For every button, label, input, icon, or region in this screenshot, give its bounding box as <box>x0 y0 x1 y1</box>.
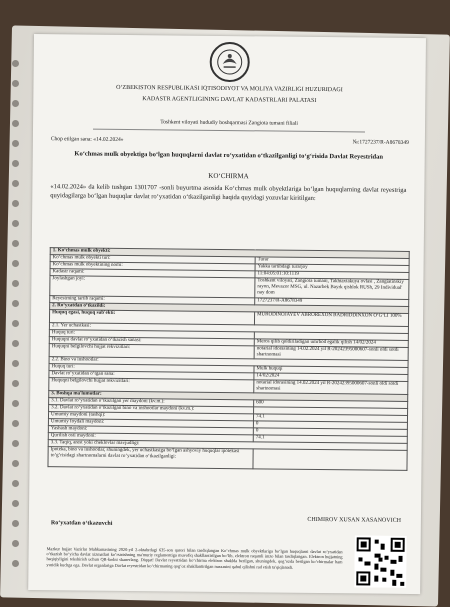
header-branch: Toshkent viloyati hududiy boshqarmasi Zangiota tumani filiali <box>160 119 298 127</box>
document-page <box>28 34 426 594</box>
qr-code-icon <box>354 535 407 588</box>
section-3-heading: 3. Boshqa ma'lumotlar: <box>49 391 408 402</box>
section-2-1-heading: 2.1. Yer uchastkasi: <box>49 323 408 334</box>
document-subtitle: KO‘CHIRMA <box>208 171 249 181</box>
table-row: Ipoteka, bino va inshootlar, shuningdek, yer uchastkasiga bo‘lgan ashyoviy huquqlar ipotekasi to‘g‘risidagi shartnomalarni davlat ro‘yxatidan o‘tkazilganligi: <box>48 447 407 471</box>
header-chamber: KADASTR AGENTLIGINING DAVLAT KADASTRLARI PALATASI <box>142 96 317 104</box>
table-row: Huquqni belgilovchi hujjat rekvizitlari: notarial idorasining 14.02.2024 yil R-20242395000607-sonli oldi sotdi shartnomasi <box>49 378 408 395</box>
section-1-heading: 1. Ko‘chmas mulk obyekti: <box>50 248 409 259</box>
footer-notice: Mazkur hujjat Vazirlar Mahkamasining 2020-yil 2-oktabrdagi 635-son qarori bilan tasdiqlangan Ko‘chmas mulk obyektlariga bo‘lgan huquqlarni davlat ro‘yxatidan o‘tkazish bo‘yicha davlat xizmatlari ko‘rsatishning ma'muriy reglamentiga muvofiq shakllantirilgan bo‘lib, elektron raqamli imzo bilan tasdiqlangan. Elektron hujjatning haqiqiyligini tekshirish uchun QR-kodni skanerlang. Diqqat! Davlat reyestridan ko‘chirma elektron shaklda berilgan, shuningdek, qog‘ozda berilgan ko‘chirmalar ham yuridik kuchga ega. Davlat organlariga Davlat reyestridan ko‘chirmaning qog‘oz shakllantirilgan nusxasini qabul qilishni rad etish ta'qiqlanadi. <box>46 546 343 570</box>
registry-table <box>47 247 409 471</box>
table-row: Yashash maydoni: 0 <box>48 426 407 437</box>
table-row: 3.1. Davlat ro‘yxatidan o‘tkazilgan yer maydoni (kv.m.): 600 <box>49 398 408 409</box>
section-3-3-heading: 3.3. Taqiq, arest yoki cheklovlar mavjudligi: <box>48 440 407 451</box>
table-row: Huquqni belgilovchi hujjat rekvizitlari: notarial idorasining 14.02.2024 yil R-20242395000607-sonli oldi sotdi shartnomasi <box>49 344 408 361</box>
table-row: Huquq turi: Mulk huquqi <box>49 364 408 375</box>
state-emblem-icon <box>210 42 250 82</box>
table-row: 3.2. Davlat ro‘yxatidan o‘tkazilgan bino va inshootlar maydoni (kv.m.): <box>49 405 408 416</box>
registrar-label: Ro‘yxatdan o‘tkazuvchi <box>50 520 113 527</box>
table-row: Huquq turi: <box>49 330 408 341</box>
table-row: Davlat ro‘yxatidan o‘tgan sana: 14/02/2024 <box>49 371 408 382</box>
table-row: Ko‘chmas mulk obyekti turi: Turar <box>50 255 409 266</box>
section-2-heading: 2. Ro‘yxatdan o‘tkazildi: <box>50 303 409 314</box>
sleeve-holes <box>12 60 22 580</box>
header-ministry: O‘ZBEKISTON RESPUBLIKASI IQTISODIYOT VA MOLIYA VAZIRLIGI HUZURIDAGI <box>116 84 343 94</box>
intro-paragraph: «14.02.2024» da kelib tushgan 1301707 -sonli buyurtma asosida Ko‘chmas mulk obyektlariga bo‘lgan huquqlarning davlat reyestriga quyidagilarga bo‘lgan huquqlar davlat ro‘yxatidan o‘tkazilganligi haqida quyidagi yozuvlar kiritilgan: <box>50 183 407 202</box>
table-row: Umumiy foydali maydoni: 0 <box>48 419 407 430</box>
table-row: Reyestrning tartib raqami: 1727237/R-A8678349 <box>50 296 409 307</box>
signatory-name: CHIMIROV XUSAN XASANOVICH <box>307 516 401 524</box>
print-date: Chop etilgan sana: «14.02.2024» <box>50 136 124 143</box>
document-number: №:1727237/R-A8678349 <box>352 139 409 146</box>
table-row: Qurilish osti maydoni: 74.1 <box>48 433 407 444</box>
table-row: Ko‘chmas mulk obyektining nomi: Yakka tartibdagi turarjoy <box>50 262 409 273</box>
document-title: Ko‘chmas mulk obyektiga bo‘lgan huquqlarni davlat ro‘yxatidan o‘tkazilganligi to‘g‘risida Davlat Reyestridan <box>74 150 384 161</box>
section-2-2-heading: 2.2. Bino va inshootlar: <box>49 357 408 368</box>
header-divider <box>93 129 365 133</box>
table-row: Joylashgan joyi: Toshkent viloyati, Zangiota tumani, Takhtaxtakuya ovlasi , Zangiatinskiy rayon, Mevazor MSG, ul. Nazarbek Bayrk qishlok RUSh, 29 Individual' nay dom <box>50 276 409 300</box>
table-row: Huquq egasi, huquq sub'ekti: MURODINOJAYEV ABROREXON BADRIDDINXON O‘G‘LI 100% <box>49 310 408 327</box>
table-row: Umumiy maydoni (tashqi): 74.1 <box>48 412 407 423</box>
table-row: Huquqni davlat ro‘yxatidan o‘tkazish sanasi: Meros qilib qoldiriladigan umrbod egalik qilish 14/02/2024 <box>49 337 408 348</box>
table-row: Kadastr raqami: 11:04:05:01:10:1119 <box>50 269 409 280</box>
